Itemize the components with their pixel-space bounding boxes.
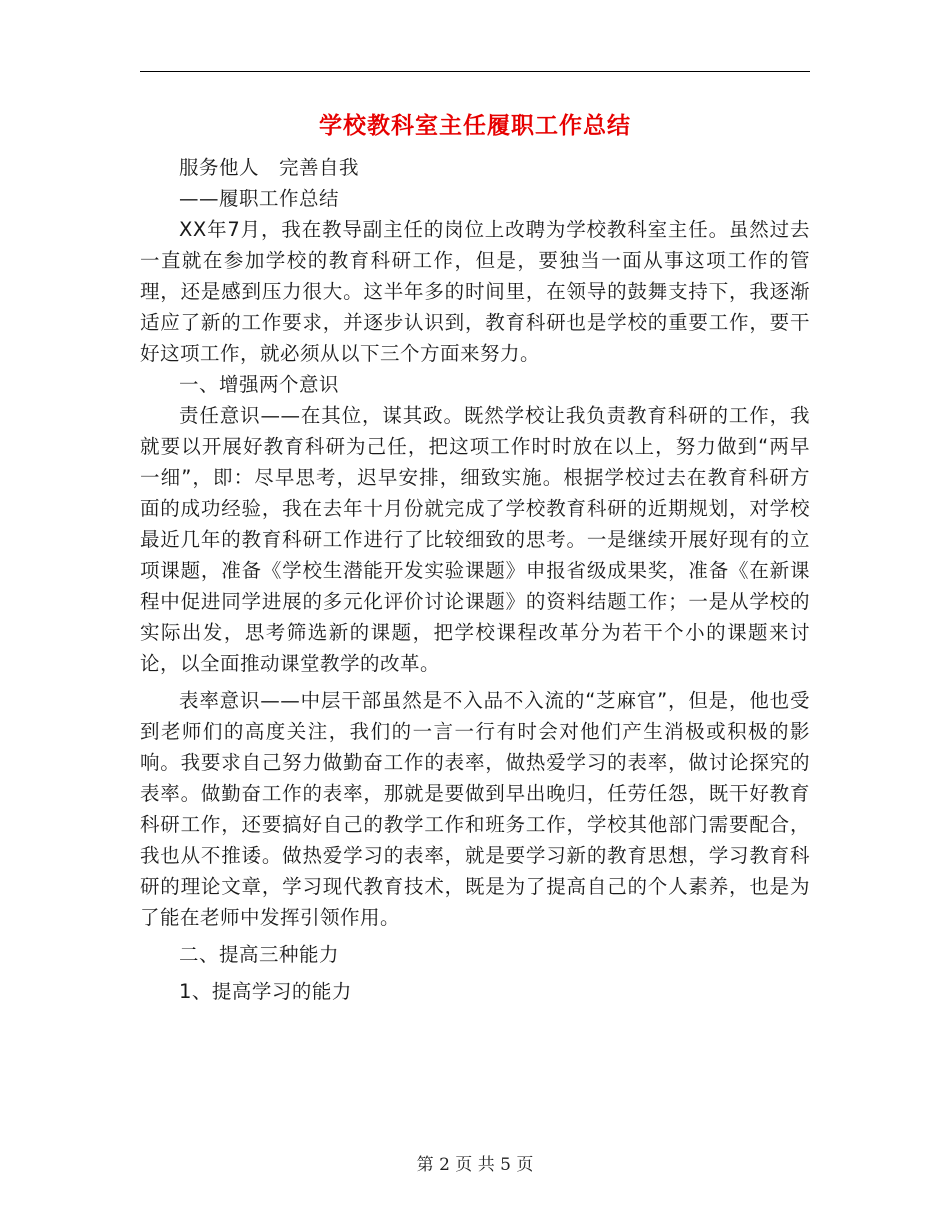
paragraph-role-model: 表率意识——中层干部虽然是不入品不入流的“芝麻官”，但是，他也受到老师们的高度关注，我们的一言一行有时会对他们产生消极或积极的影响。我要求自己努力做勤奋工作的表率，做热爱学习的表率，做讨论探究的表率。做勤奋工作的表率，那就是要做到早出晚归，任劳任怨，既干好教育科研工作，还要搞好自己的教学工作和班务工作，学校其他部门需要配合，我也从不推诿。做热爱学习的表率，就是要学习新的教育思想，学习教育科研的理论文章，学习现代教育技术，既是为了提高自己的个人素养，也是为了能在老师中发挥引领作用。 [140, 689, 810, 929]
paragraph-responsibility: 责任意识——在其位，谋其政。既然学校让我负责教育科研的工作，我就要以开展好教育科研为己任，把这项工作时时放在以上，努力做到“两早一细”，即：尽早思考，迟早安排，细致实施。根据学校过去在教育科研方面的成功经验，我在去年十月份就完成了学校教育科研的近期规划，对学校最近几年的教育科研工作进行了比较细致的思考。一是继续开展好现有的立项课题，准备《学校生潜能开发实验课题》申报省级成果奖，准备《在新课程中促进同学进展的多元化评价讨论课题》的资料结题工作；一是从学校的实际出发，思考筛选新的课题，把学校课程改革分为若干个小的课题来讨论，以全面推动课堂教学的改革。 [140, 404, 810, 675]
section-heading-2: 二、提高三种能力 [179, 943, 340, 966]
page-number: 第 2 页 共 5 页 [416, 1155, 534, 1175]
subsection-heading-1: 1、提高学习的能力 [179, 980, 352, 1003]
subtitle-motto: 服务他人 完善自我 [179, 156, 360, 179]
header-rule [140, 71, 810, 72]
paragraph-intro: XX年7月，我在教导副主任的岗位上改聘为学校教科室主任。虽然过去一直就在参加学校的教育科研工作，但是，要独当一面从事这项工作的管理，还是感到压力很大。这半年多的时间里，在领导的鼓舞支持下，我逐渐适应了新的工作要求，并逐步认识到，教育科研也是学校的重要工作，要干好这项工作，就必须从以下三个方面来努力。 [140, 218, 810, 365]
document-title: 学校教科室主任履职工作总结 [319, 113, 631, 139]
subtitle-summary: ——履职工作总结 [179, 187, 340, 210]
section-heading-1: 一、增强两个意识 [179, 373, 340, 396]
document-body [140, 152, 810, 1007]
